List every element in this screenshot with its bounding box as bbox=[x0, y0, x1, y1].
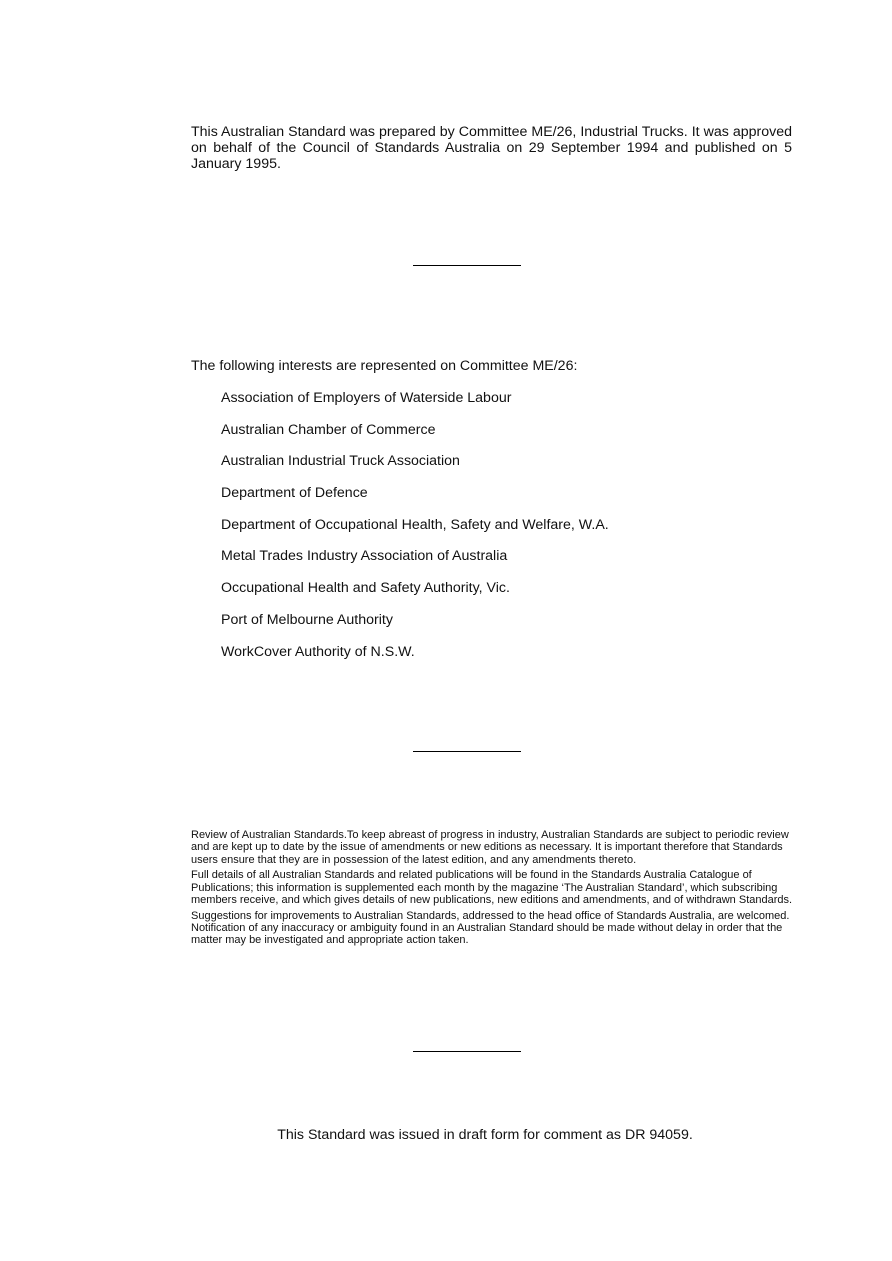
list-item: Port of Melbourne Authority bbox=[221, 611, 393, 628]
interests-heading: The following interests are represented on Committee ME/26: bbox=[191, 358, 578, 374]
suggestions-paragraph: Suggestions for improvements to Australian Standards, addressed to the head office of Standards Australia, are welcomed. Notification of any inaccuracy or ambiguity found in an Australian Standard should be made without delay in order that the matter may be investigated and appropriate action taken. bbox=[191, 909, 790, 947]
list-item: Australian Chamber of Commerce bbox=[221, 421, 436, 438]
list-item: Australian Industrial Truck Association bbox=[221, 453, 460, 470]
list-item: Metal Trades Industry Association of Australia bbox=[221, 548, 508, 565]
list-item: WorkCover Authority of N.S.W. bbox=[221, 643, 415, 660]
list-item: Department of Defence bbox=[221, 485, 368, 502]
preparation-statement-text: This Australian Standard was prepared by Committee ME/26, Industrial Trucks. It was approved on behalf of the Council of Standards Australia on 29 September 1994 and published on 5 January 1995. bbox=[191, 124, 792, 172]
section-divider bbox=[413, 265, 521, 266]
draft-note: This Standard was issued in draft form for comment as DR 94059. bbox=[277, 1127, 693, 1143]
list-item: Occupational Health and Safety Authority, Vic. bbox=[221, 580, 510, 597]
interests-list bbox=[221, 389, 781, 674]
preparation-statement bbox=[191, 124, 792, 172]
catalogue-paragraph: Full details of all Australian Standards and related publications will be found in the Standards Australia Catalogue of Publications; this information is supplemented each month by the magazine ‘The Australian Standard’, which subscribing members receive, and which gives details of new publications, new editions and amendments, and of withdrawn Standards. bbox=[191, 869, 793, 906]
list-item: Department of Occupational Health, Safety and Welfare, W.A. bbox=[221, 516, 609, 533]
section-divider bbox=[413, 1051, 521, 1052]
fine-print bbox=[191, 829, 805, 950]
list-item: Association of Employers of Waterside Labour bbox=[221, 390, 512, 406]
review-paragraph: Review of Australian Standards.To keep abreast of progress in industry, Australian Standards are subject to periodic review and are kept up to date by the issue of amendments or new editions as necessary. It is important therefore that Standards users ensure that they are in possession of the latest edition, and any amendments thereto. bbox=[191, 829, 789, 866]
section-divider bbox=[413, 751, 521, 752]
